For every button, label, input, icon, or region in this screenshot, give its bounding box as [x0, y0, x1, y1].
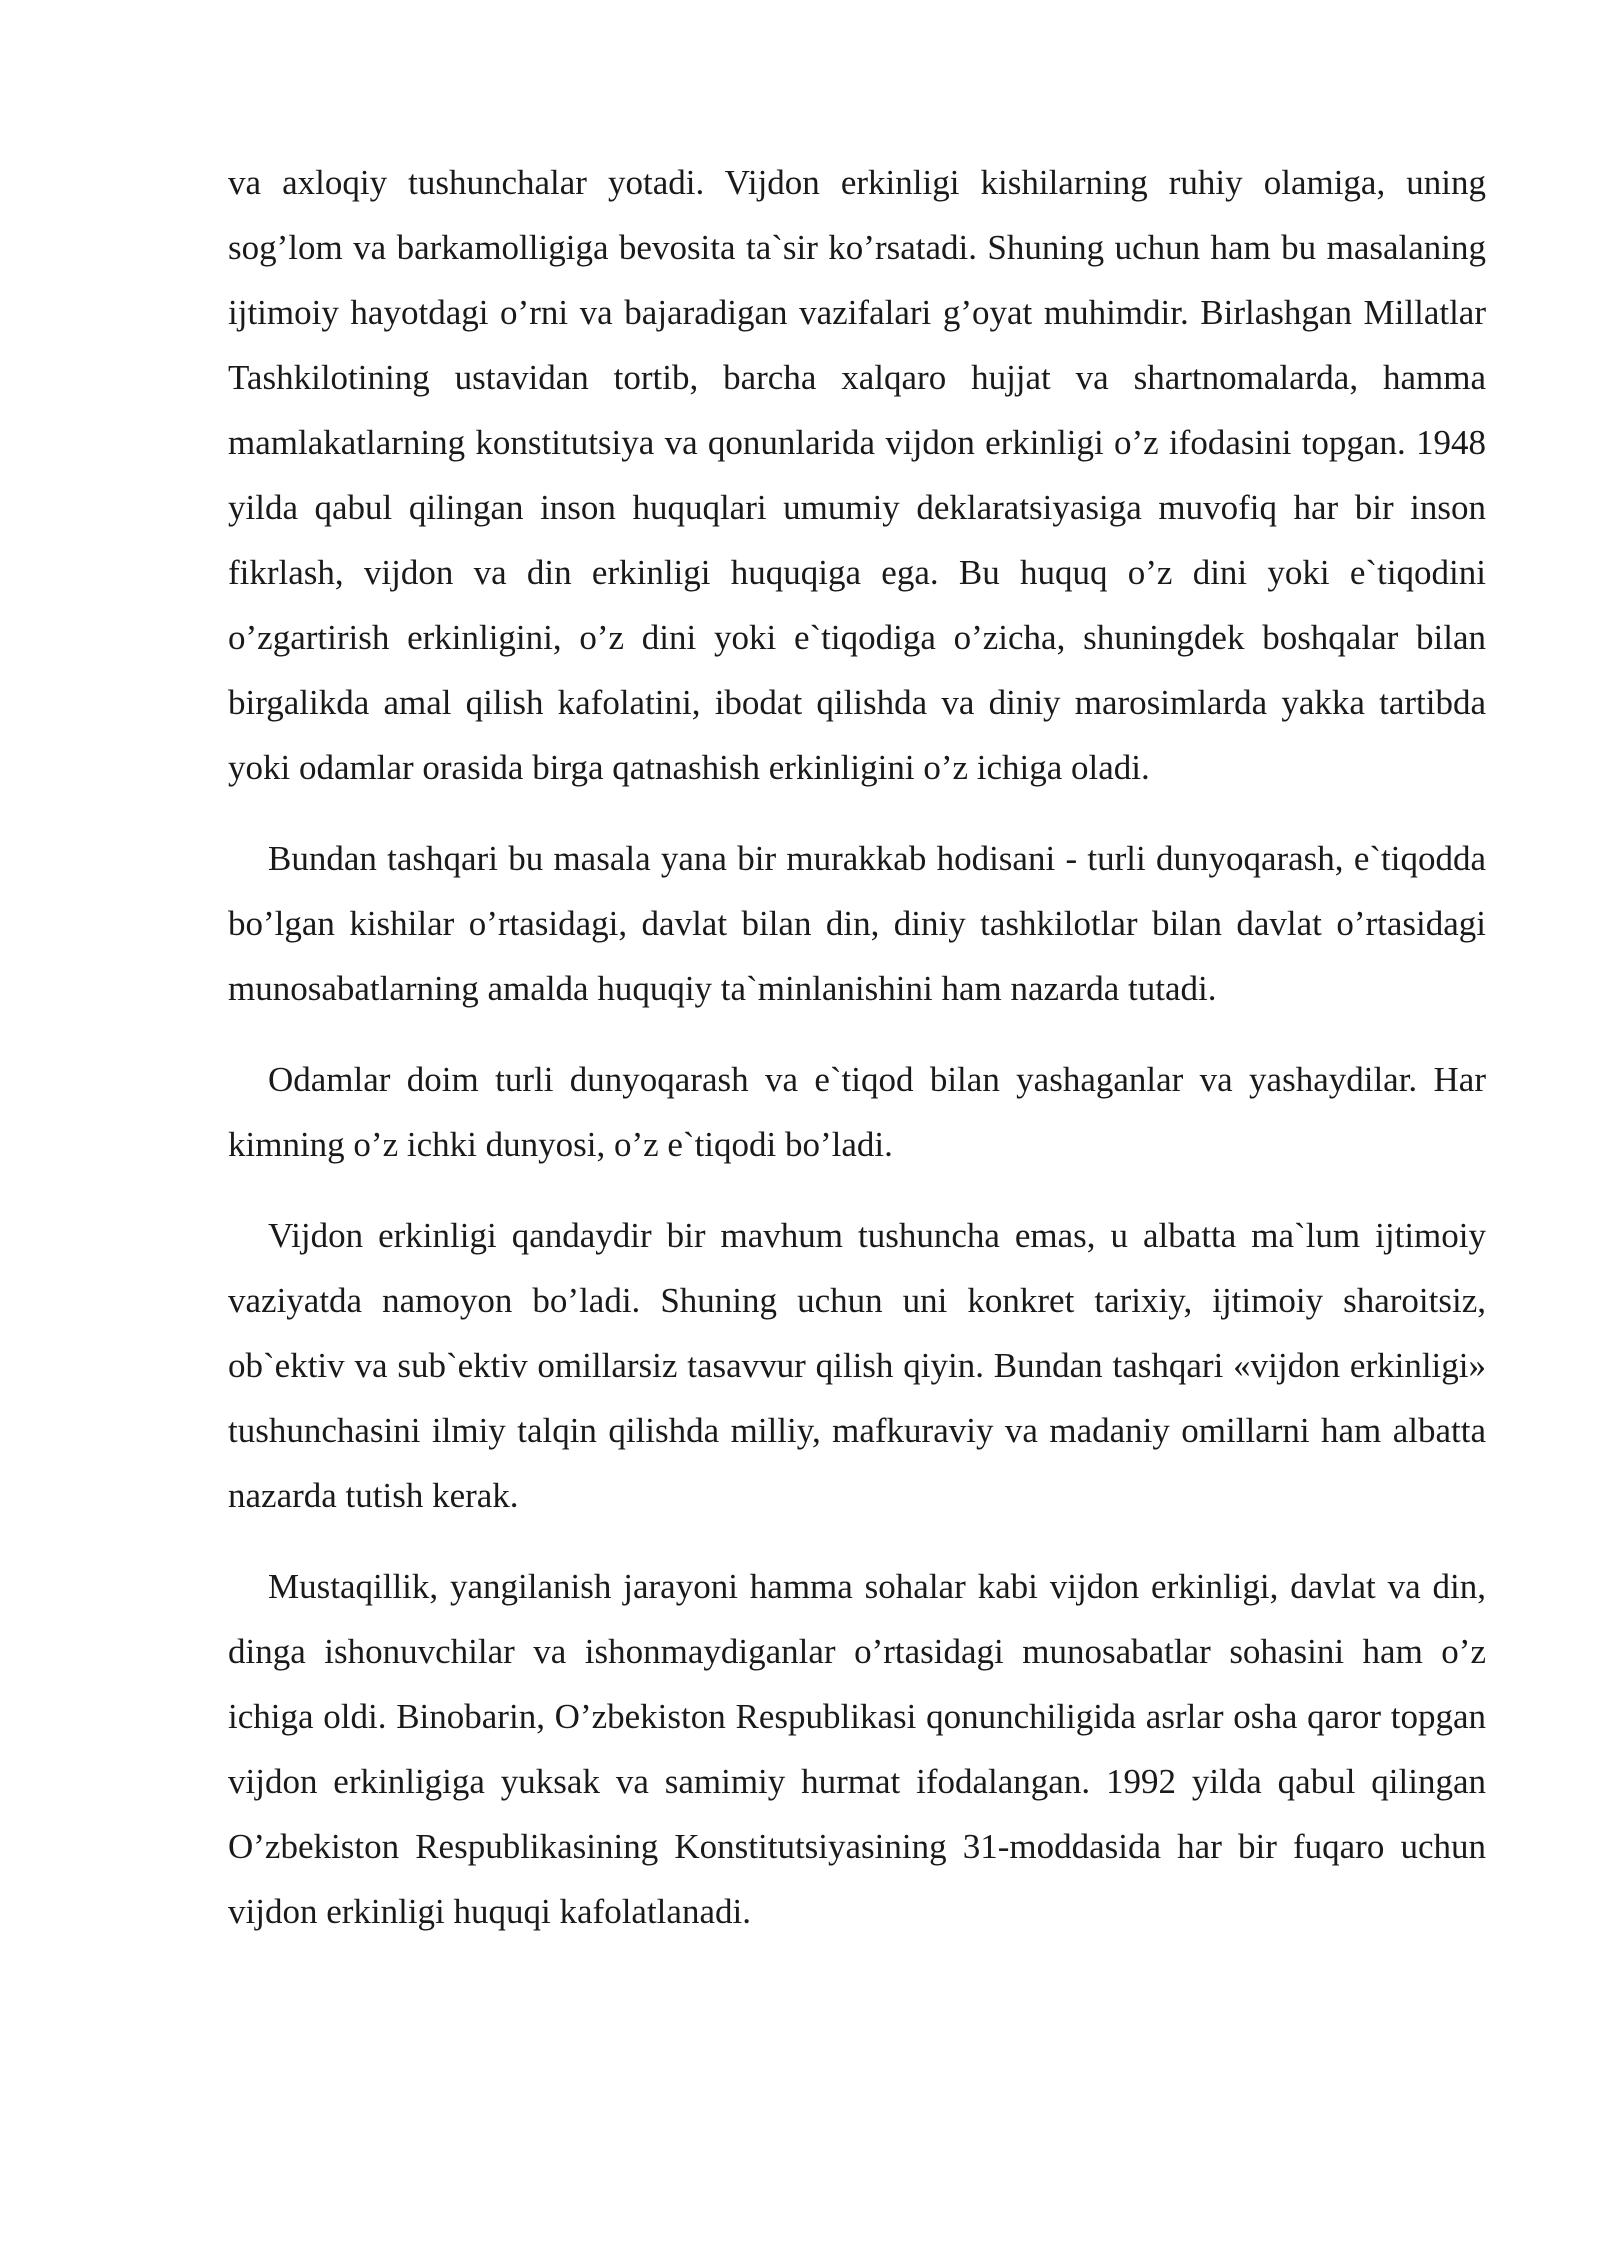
paragraph-1: va axloqiy tushunchalar yotadi. Vijdon erkinligi kishilarning ruhiy olamiga, uning sog’lom va barkamolligiga bevosita ta`sir ko’rsatadi. Shuning uchun ham bu masalaning ijtimoiy hayotdagi o’rni va bajaradigan vazifalari g’oyat muhimdir. Birlashgan Millatlar Tashkilotining ustavidan tortib, barcha xalqaro hujjat va shartnomalarda, hamma mamlakatlarning konstitutsiya va qonunlarida vijdon erkinligi o’z ifodasini topgan. 1948 yilda qabul qilingan inson huquqlari umumiy deklaratsiyasiga muvofiq har bir inson fikrlash, vijdon va din erkinligi huquqiga ega. Bu huquq o’z dini yoki e`tiqodini o’zgartirish erkinligini, o’z dini yoki e`tiqodiga o’zicha, shuningdek boshqalar bilan birgalikda amal qilish kafolatini, ibodat qilishda va diniy marosimlarda yakka tartibda yoki odamlar orasida birga qatnashish erkinligini o’z ichiga oladi. [228, 163, 1486, 787]
paragraph-5: Mustaqillik, yangilanish jarayoni hamma sohalar kabi vijdon erkinligi, davlat va din, dinga ishonuvchilar va ishonmaydiganlar o’rtasidagi munosabatlar sohasini ham o’z ichiga oldi. Binobarin, O’zbekiston Respublikasi qonunchiligida asrlar osha qaror topgan vijdon erkinligiga yuksak va samimiy hurmat ifodalangan. 1992 yilda qabul qilingan O’zbekiston Respublikasining Konstitutsiyasining 31-moddasida har bir fuqaro uchun vijdon erkinligi huquqi kafolatlanadi. [228, 1567, 1486, 1931]
document-body [228, 150, 1486, 1970]
paragraph-2: Bundan tashqari bu masala yana bir murakkab hodisani - turli dunyoqarash, e`tiqodda bo’lgan kishilar o’rtasidagi, davlat bilan din, diniy tashkilotlar bilan davlat o’rtasidagi munosabatlarning amalda huquqiy ta`minlanishini ham nazarda tutadi. [228, 839, 1486, 1008]
paragraph-3: Odamlar doim turli dunyoqarash va e`tiqod bilan yashaganlar va yashaydilar. Har kimning o’z ichki dunyosi, o’z e`tiqodi bo’ladi. [228, 1060, 1486, 1164]
paragraph-4: Vijdon erkinligi qandaydir bir mavhum tushuncha emas, u albatta ma`lum ijtimoiy vaziyatda namoyon bo’ladi. Shuning uchun uni konkret tarixiy, ijtimoiy sharoitsiz, ob`ektiv va sub`ektiv omillarsiz tasavvur qilish qiyin. Bundan tashqari «vijdon erkinligi» tushunchasini ilmiy talqin qilishda milliy, mafkuraviy va madaniy omillarni ham albatta nazarda tutish kerak. [228, 1216, 1486, 1515]
